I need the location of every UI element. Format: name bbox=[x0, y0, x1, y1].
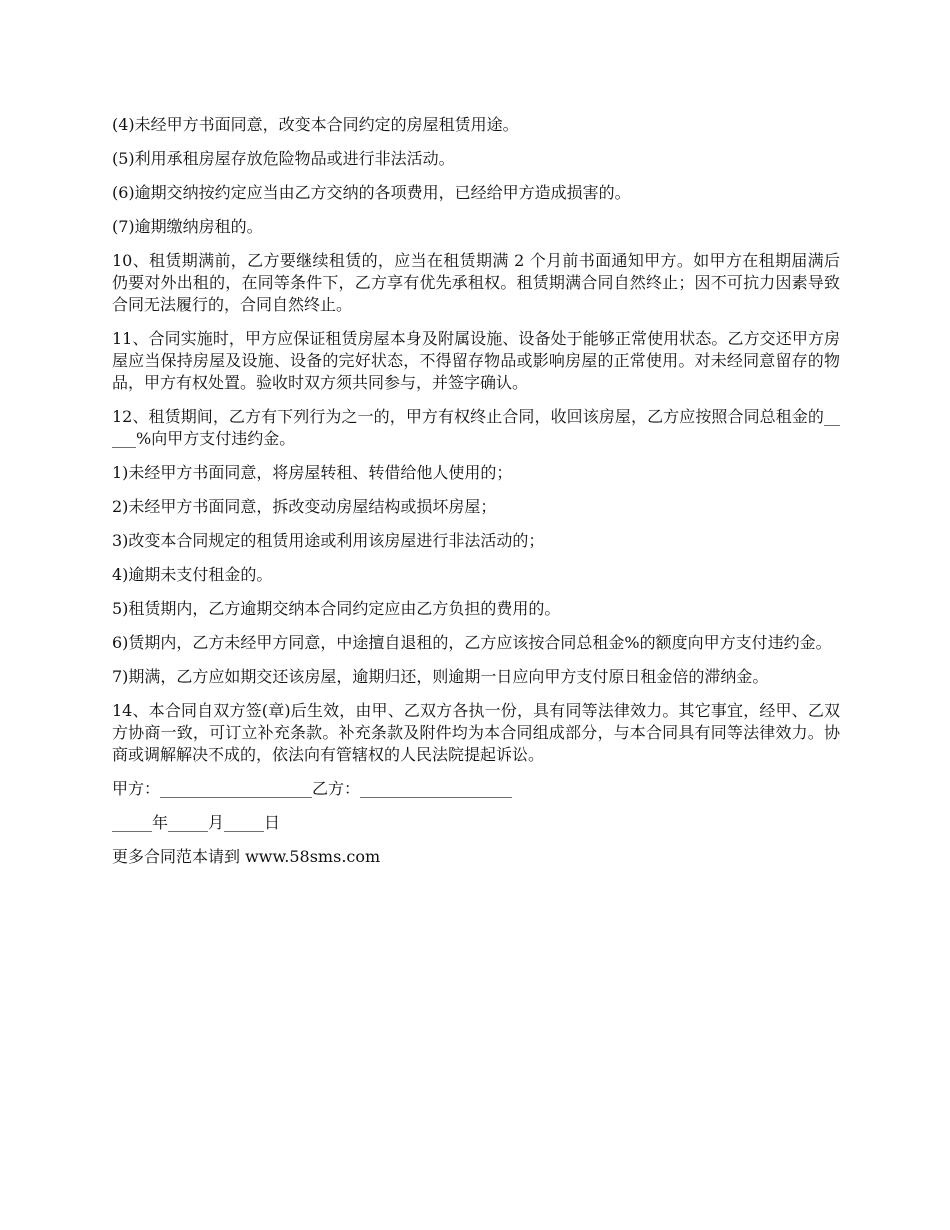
clause-11: 11、合同实施时，甲方应保证租赁房屋本身及附属设施、设备处于能够正常使用状态。乙方交还甲方房屋应当保持房屋及设施、设备的完好状态，不得留存物品或影响房屋的正常使用。对未经同意留存的物品，甲方有权处置。验收时双方须共同参与，并签字确认。 bbox=[112, 329, 840, 392]
item-3: 3)改变本合同规定的租赁用途或利用该房屋进行非法活动的； bbox=[112, 531, 545, 550]
item-1: 1)未经甲方书面同意，将房屋转租、转借给他人使用的； bbox=[112, 463, 513, 482]
item-5: 5)租赁期内，乙方逾期交纳本合同约定应由乙方负担的费用的。 bbox=[112, 599, 561, 618]
date-line: _____年_____月_____日 bbox=[112, 813, 281, 832]
clause-12: 12、租赁期间，乙方有下列行为之一的，甲方有权终止合同，收回该房屋，乙方应按照合同总租金的_____%向甲方支付违约金。 bbox=[112, 407, 840, 448]
clause-14: 14、本合同自双方签(章)后生效，由甲、乙双方各执一份，具有同等法律效力。其它事宜，经甲、乙双方协商一致，可订立补充条款。补充条款及附件均为本合同组成部分，与本合同具有同等法律效力。协商或调解解决不成的，依法向有管辖权的人民法院提起诉讼。 bbox=[112, 701, 840, 764]
item-6: 6)赁期内，乙方未经甲方同意，中途擅自退租的，乙方应该按合同总租金%的额度向甲方支付违约金。 bbox=[112, 633, 832, 652]
item-4: 4)逾期未支付租金的。 bbox=[112, 565, 273, 584]
clause-5: (5)利用承租房屋存放危险物品或进行非法活动。 bbox=[112, 149, 455, 168]
signature-line: 甲方：___________________乙方：___________________ bbox=[112, 779, 513, 798]
clause-6: (6)逾期交纳按约定应当由乙方交纳的各项费用，已经给甲方造成损害的。 bbox=[112, 183, 631, 202]
item-7: 7)期满，乙方应如期交还该房屋，逾期归还，则逾期一日应向甲方支付原日租金倍的滞纳金。 bbox=[112, 667, 769, 686]
clause-7: (7)逾期缴纳房租的。 bbox=[112, 217, 263, 236]
clause-10: 10、租赁期满前，乙方要继续租赁的，应当在租赁期满 2 个月前书面通知甲方。如甲方在租期届满后仍要对外出租的，在同等条件下，乙方享有优先承租权。租赁期满合同自然终止；因不可抗力因素导致合同无法履行的，合同自然终止。 bbox=[112, 251, 840, 314]
footer-note: 更多合同范本请到 www.58sms.com bbox=[112, 847, 381, 866]
clause-4: (4)未经甲方书面同意，改变本合同约定的房屋租赁用途。 bbox=[112, 115, 519, 134]
item-2: 2)未经甲方书面同意，拆改变动房屋结构或损坏房屋； bbox=[112, 497, 497, 516]
document-body bbox=[112, 114, 840, 880]
